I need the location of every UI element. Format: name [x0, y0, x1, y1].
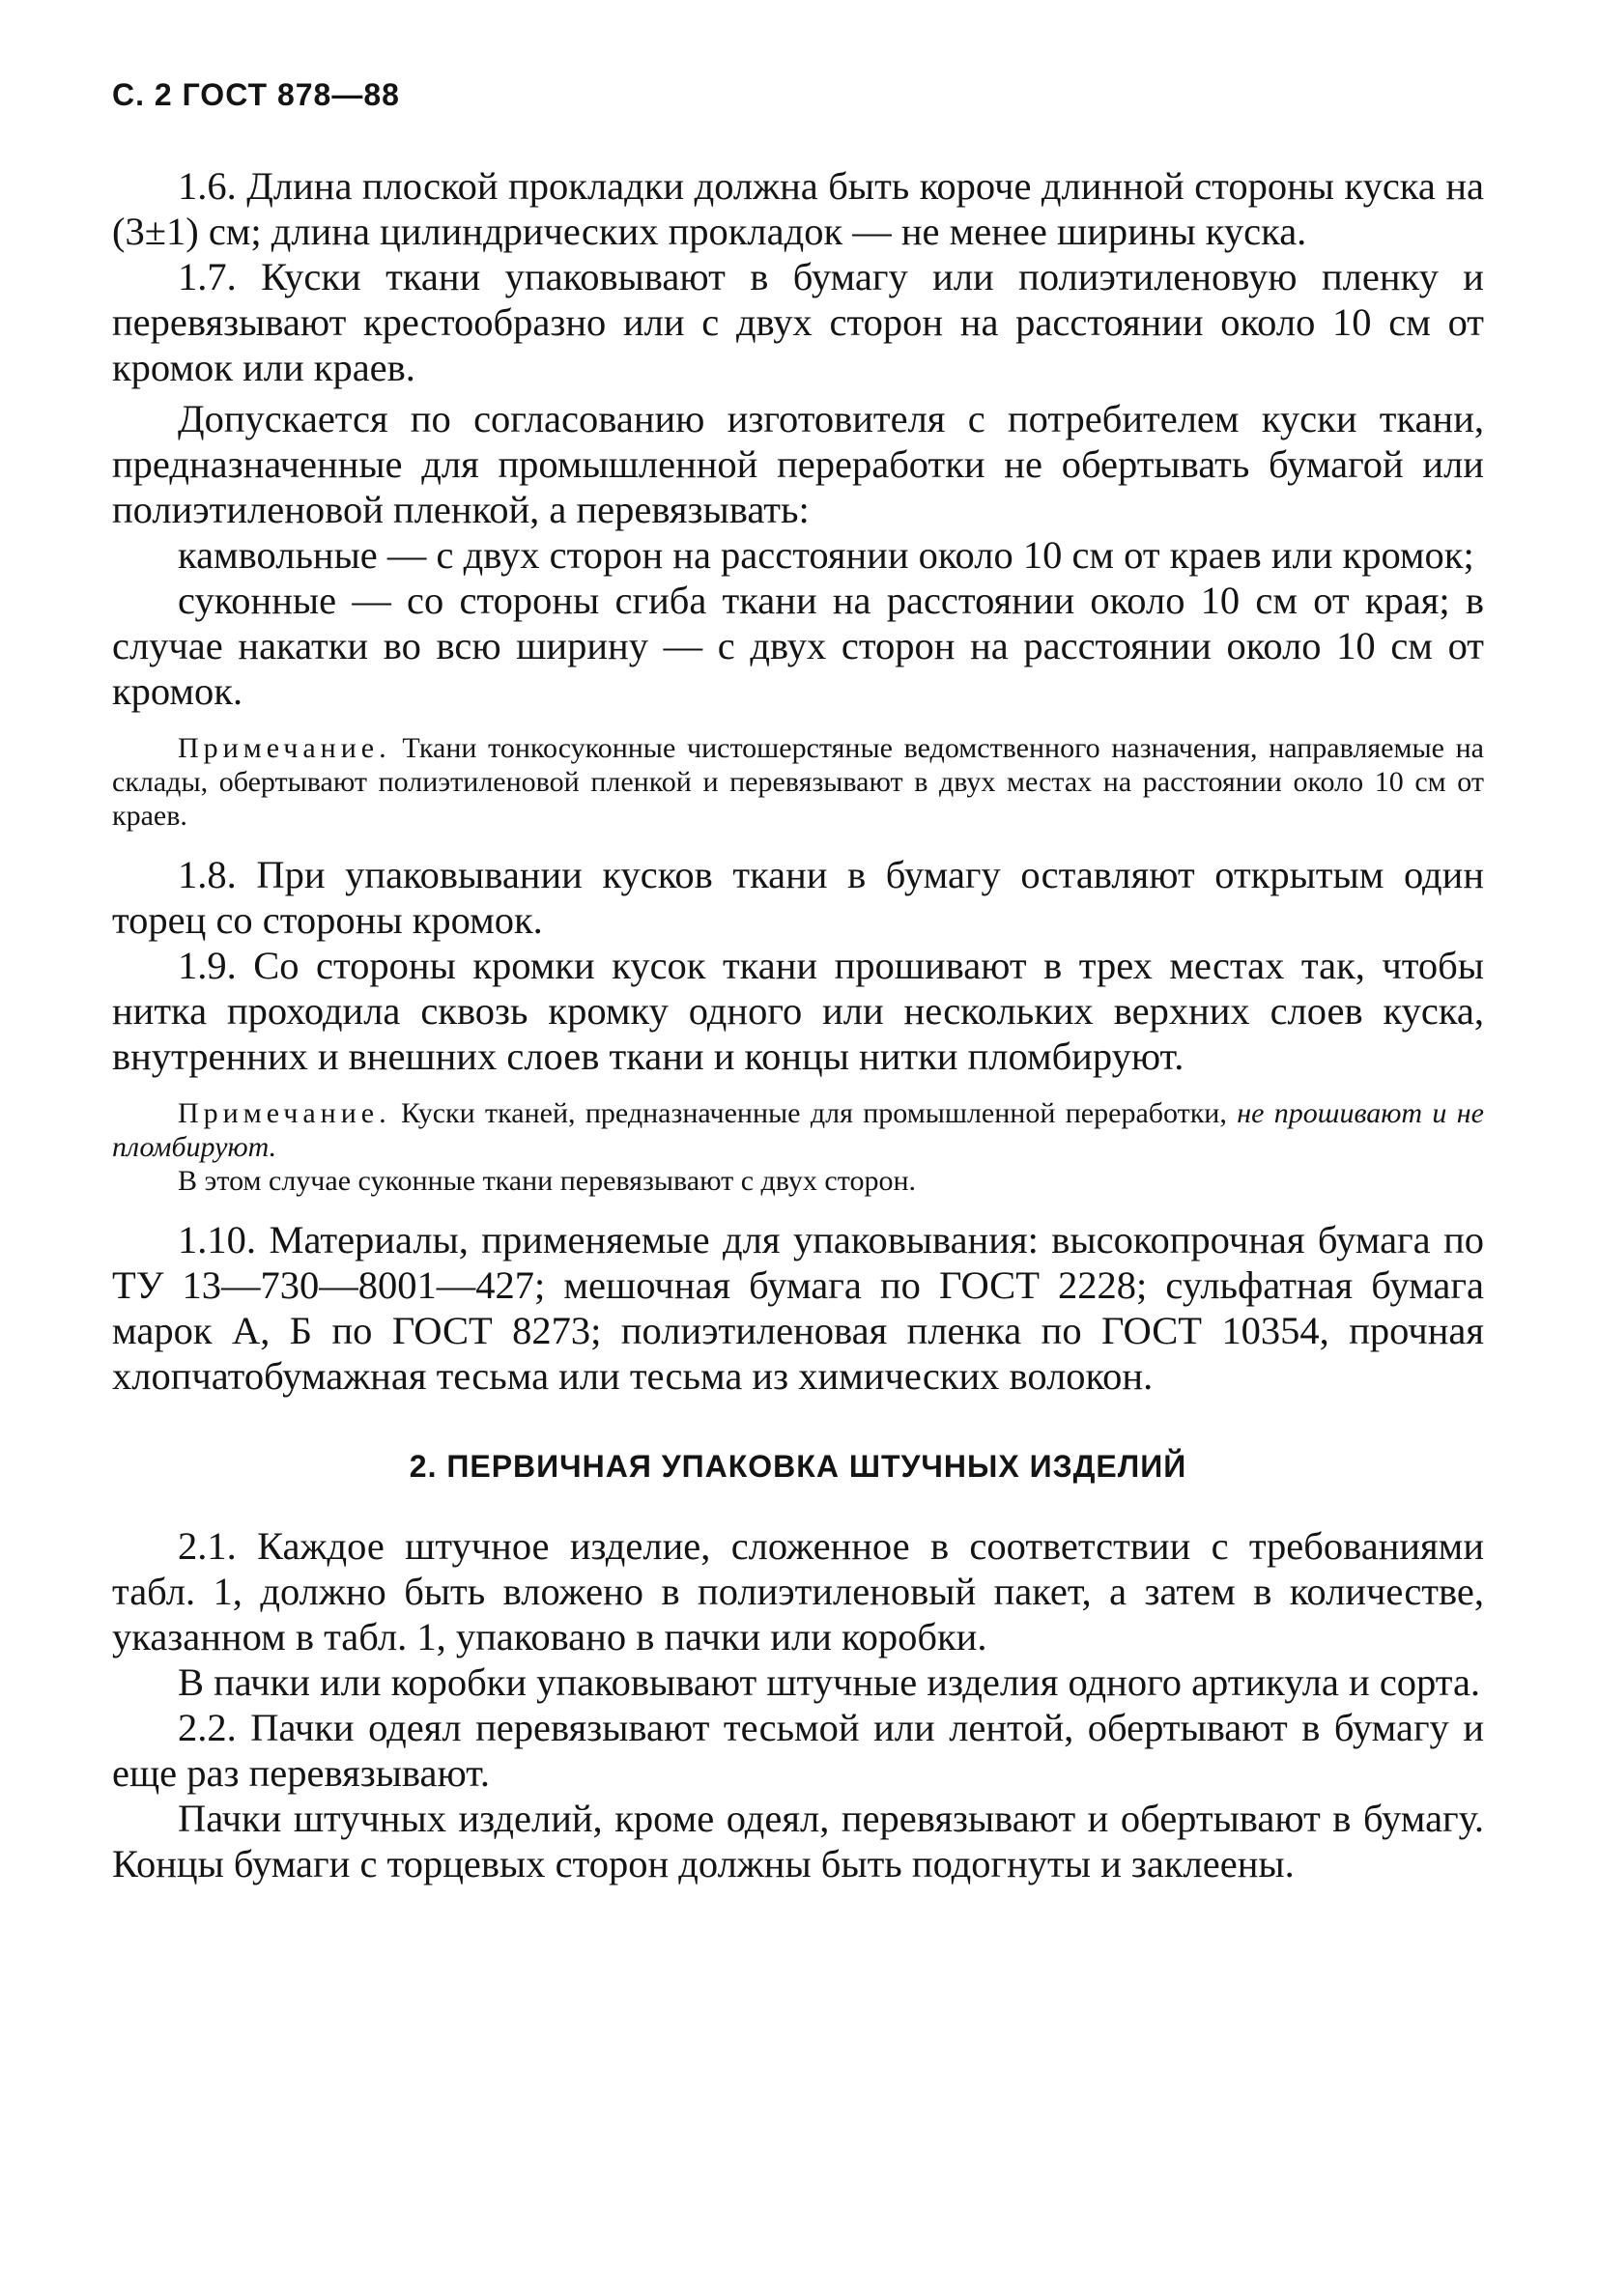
note-2-label: Примечание.	[178, 1097, 391, 1129]
paragraph-1-8: 1.8. При упаковывании кусков ткани в бумагу оставляют открытым один торец со стороны кромок.	[112, 853, 1484, 942]
paragraph-1-7: 1.7. Куски ткани упаковывают в бумагу или полиэтиленовую пленку и перевязывают крестообразно или с двух сторон на расстоянии около 10 см от кромок или краев.	[112, 255, 1484, 389]
note-1-label: Примечание.	[178, 732, 391, 764]
note-1-text: Ткани тонкосуконные чистошерстяные ведомственного назначения, направляемые на склады, обертывают полиэтиленовой пленкой и перевязывают в двух местах на расстоянии около 10 см от краев.	[112, 732, 1484, 832]
paragraph-2-1-b: В пачки или коробки упаковывают штучные изделия одного артикула и сорта.	[178, 1660, 1481, 1704]
note-1	[112, 731, 1484, 833]
note-2	[112, 1096, 1484, 1164]
paragraph-2-2-b: Пачки штучных изделий, кроме одеял, перевязывают и обертывают в бумагу. Концы бумаги с торцевых сторон должны быть подогнуты и заклеены.	[112, 1797, 1484, 1885]
paragraph-1-7-woolen: суконные — со стороны сгиба ткани на расстоянии около 10 см от края; в случае накатки во всю ширину — с двух сторон на расстоянии около 10 см от кромок.	[112, 579, 1484, 713]
paragraph-2-2: 2.2. Пачки одеял перевязывают тесьмой или лентой, обертывают в бумагу и еще раз перевязывают.	[112, 1706, 1484, 1795]
document-page	[112, 77, 1484, 1886]
paragraph-1-10: 1.10. Материалы, применяемые для упаковывания: высокопрочная бумага по ТУ 13—730—8001—427; мешочная бумага по ГОСТ 2228; сульфатная бумага марок А, Б по ГОСТ 8273; полиэтиленовая пленка по ГОСТ 10354, прочная хлопчатобумажная тесьма или тесьма из химических волокон.	[112, 1218, 1484, 1398]
paragraph-1-7-allowance: Допускается по согласованию изготовителя с потребителем куски ткани, предназначенные для промышленной переработки не обертывать бумагой или полиэтиленовой пленкой, а перевязывать:	[112, 397, 1484, 531]
section-2-title: 2. ПЕРВИЧНАЯ УПАКОВКА ШТУЧНЫХ ИЗДЕЛИЙ	[409, 1449, 1187, 1484]
page-header: С. 2 ГОСТ 878—88	[112, 77, 400, 112]
paragraph-1-7-worsted: камвольные — с двух сторон на расстоянии около 10 см от краев или кромок;	[178, 533, 1474, 577]
paragraph-2-1: 2.1. Каждое штучное изделие, сложенное в соответствии с требованиями табл. 1, должно быть вложено в полиэтиленовый пакет, а затем в количестве, указанном в табл. 1, упаковано в пачки или коробки.	[112, 1524, 1484, 1658]
note-2-italic: не прошивают и не пломбируют.	[112, 1097, 1484, 1163]
note-2-continuation: В этом случае суконные ткани перевязывают с двух сторон.	[178, 1165, 917, 1197]
note-2-text: Куски тканей, предназначенные для промышленной переработки,	[390, 1097, 1238, 1129]
paragraph-1-9: 1.9. Со стороны кромки кусок ткани прошивают в трех местах так, чтобы нитка проходила сквозь кромку одного или нескольких верхних слоев куска, внутренних и внешних слоев ткани и концы нитки пломбируют.	[112, 944, 1484, 1078]
paragraph-1-6: 1.6. Длина плоской прокладки должна быть короче длинной стороны куска на (3±1) см; длина цилиндрических прокладок — не менее ширины куска.	[112, 164, 1484, 253]
